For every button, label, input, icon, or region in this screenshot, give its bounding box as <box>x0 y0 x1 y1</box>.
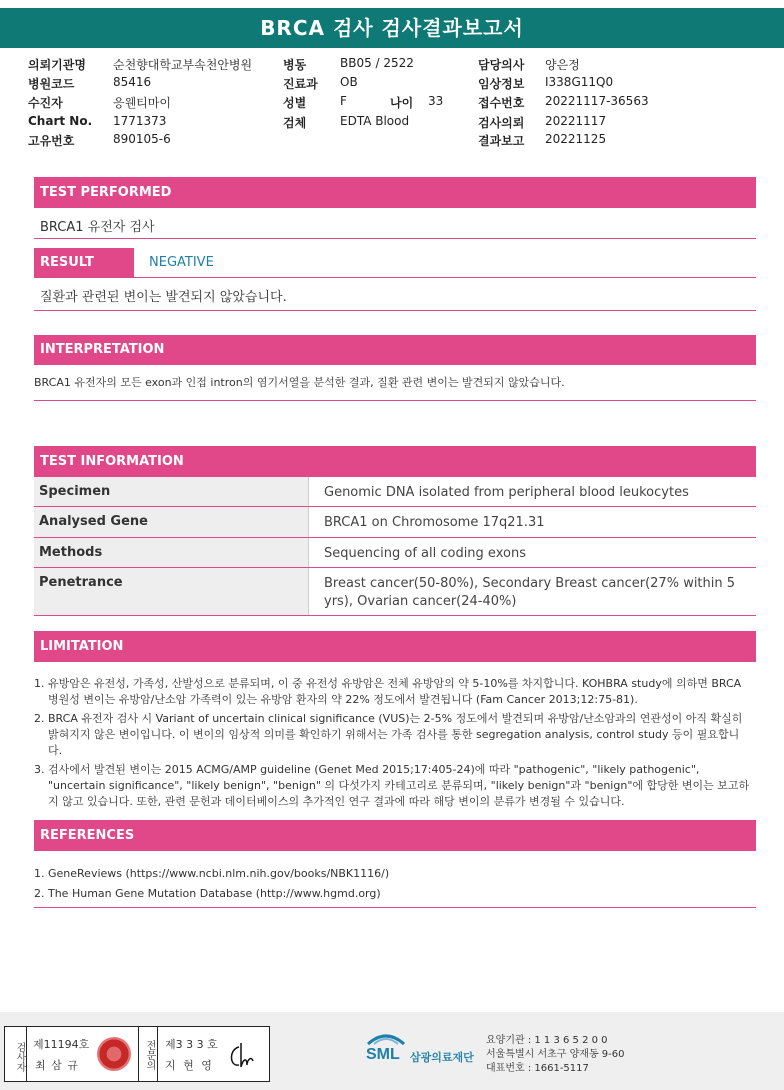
specimen-val: Genomic DNA isolated from peripheral blood leukocytes <box>324 485 689 500</box>
seal-stamp <box>97 1037 131 1071</box>
id-value: 890105-6 <box>113 132 171 146</box>
reviewer-number: 제3 3 3 호 <box>165 1038 218 1051</box>
analysed-gene-key: Analysed Gene <box>34 507 309 537</box>
list-item <box>34 676 752 708</box>
doctor-value: 양은정 <box>545 58 580 72</box>
divider <box>34 907 756 908</box>
penetrance-key: Penetrance <box>34 568 309 615</box>
methods-key: Methods <box>34 538 309 567</box>
dept-label: 진료과 <box>283 77 318 91</box>
institution-value: 순천향대학교부속천안병원 <box>113 58 253 72</box>
inspector-name: 최 삼 규 <box>35 1059 79 1072</box>
age-label: 나이 <box>390 96 414 110</box>
inspector-number: 제11194호 <box>33 1038 90 1051</box>
hospital-code-value: 85416 <box>113 75 152 89</box>
specimen-value: EDTA Blood <box>340 114 410 128</box>
request-value: 20221117 <box>545 114 607 128</box>
divider <box>34 238 756 239</box>
result-note: 질환과 관련된 변이는 발견되지 않았습니다. <box>40 290 287 305</box>
sex-label: 성별 <box>283 96 307 110</box>
list-number: 1. <box>34 677 45 690</box>
list-item: 1. GeneReviews (https://www.ncbi.nlm.nih.gov/books/NBK1116/) <box>34 867 390 880</box>
lab-code: 요양기관 : 1 1 3 6 5 2 0 0 <box>486 1035 608 1046</box>
test-performed-value: BRCA1 유전자 검사 <box>40 220 155 235</box>
report-value: 20221125 <box>545 132 607 146</box>
limitation-heading: LIMITATION <box>34 631 756 662</box>
id-label: 고유번호 <box>28 134 75 148</box>
institution-label: 의뢰기관명 <box>28 58 86 72</box>
analysed-gene-val: BRCA1 on Chromosome 17q21.31 <box>324 515 545 530</box>
signature-box <box>4 1026 270 1082</box>
report-label: 결과보고 <box>478 134 525 148</box>
info-row <box>28 94 768 112</box>
reviewer-label: 전문의 <box>138 1027 158 1081</box>
sml-logo <box>364 1032 474 1072</box>
sex-value: F <box>340 94 347 108</box>
chart-label: Chart No. <box>28 114 93 128</box>
reviewer-name: 지 현 영 <box>165 1059 214 1072</box>
divider <box>34 310 756 311</box>
receipt-value: 20221117-36563 <box>545 94 649 108</box>
references-heading: REFERENCES <box>34 820 756 851</box>
result-label: RESULT <box>34 248 134 278</box>
patient-value: 응웬티마이 <box>113 96 171 110</box>
divider <box>34 400 756 401</box>
signature-icon <box>225 1039 265 1073</box>
org-name: 삼광의료재단 <box>410 1051 474 1064</box>
interpretation-text: BRCA1 유전자의 모든 exon과 인접 intron의 염기서열을 분석한 결과, 질환 관련 변이는 발견되지 않았습니다. <box>34 376 565 389</box>
table-row <box>34 507 756 538</box>
table-row <box>34 477 756 507</box>
chart-value: 1771373 <box>113 114 167 128</box>
test-performed-heading: TEST PERFORMED <box>34 177 756 208</box>
methods-val: Sequencing of all coding exons <box>324 546 526 561</box>
age-value: 33 <box>428 94 444 108</box>
result-value: NEGATIVE <box>149 255 214 270</box>
table-row <box>34 568 756 616</box>
info-row <box>28 56 768 74</box>
hospital-code-label: 병원코드 <box>28 77 75 91</box>
patient-label: 수진자 <box>28 96 63 110</box>
list-item: 2. The Human Gene Mutation Database (http://www.hgmd.org) <box>34 887 381 900</box>
ward-value: BB05 / 2522 <box>340 56 414 70</box>
clinical-value: I338G11Q0 <box>545 75 614 89</box>
report-title: BRCA 검사 검사결과보고서 <box>0 8 784 48</box>
limitation-list <box>34 676 752 813</box>
dept-value: OB <box>340 75 358 89</box>
sml-logo-text: SML <box>366 1046 400 1063</box>
info-row <box>28 75 768 93</box>
inspector-label: 검사자 <box>5 1027 27 1081</box>
list-text: BRCA 유전자 검사 시 Variant of uncertain clinical significance (VUS)는 2-5% 정도에서 발견되며 유방암/난소암과의 연관성이 아직 확실히 밝혀지지 않은 변이입니다. 이 변이의 임상적 의미를 확인하기 위해서는 가족 검사를 통한 segregation analysis, control study 등이 필요합니다. <box>48 712 743 757</box>
penetrance-val: Breast cancer(50-80%), Secondary Breast cancer(27% within 5 yrs), Ovarian cancer(24-40%) <box>324 576 736 609</box>
interpretation-heading: INTERPRETATION <box>34 335 756 365</box>
test-information-heading: TEST INFORMATION <box>34 446 756 477</box>
result-row <box>34 248 756 278</box>
specimen-label: 검체 <box>283 116 307 130</box>
clinical-label: 임상정보 <box>478 77 525 91</box>
request-label: 검사의뢰 <box>478 116 525 130</box>
info-row <box>28 114 768 132</box>
info-row <box>28 132 768 150</box>
list-item <box>34 711 752 759</box>
list-number: 3. <box>34 763 45 776</box>
table-row <box>34 538 756 568</box>
list-item <box>34 762 752 810</box>
doctor-label: 담당의사 <box>478 58 525 72</box>
specimen-key: Specimen <box>34 477 309 506</box>
receipt-label: 접수번호 <box>478 96 525 110</box>
list-number: 2. <box>34 712 45 725</box>
list-text: 검사에서 발견된 변이는 2015 ACMG/AMP guideline (Genet Med 2015;17:405-24)에 따라 "pathogenic", "likely pathogenic", "uncertain significance", "likely benign", "benign" 의 다섯가지 카테고리로 분류되며, "likely benign"과 "benign"에 합당한 변이는 보고하지 않고 있습니다. 또한, 관련 문헌과 데이터베이스의 추가적인 연구 결과에 따라 해당 변이의 분류가 변경될 수 있습니다. <box>48 763 750 808</box>
lab-phone: 대표번호 : 1661-5117 <box>486 1063 589 1074</box>
list-text: 유방암은 유전성, 가족성, 산발성으로 분류되며, 이 중 유전성 유방암은 전체 유방암의 약 5-10%를 차지합니다. KOHBRA study에 의하면 BRCA 병원성 변이는 유방암/난소암 가족력이 있는 유방암 환자의 약 22% 정도에서 발견됩니다 (Fam Cancer 2013;12:75-81). <box>48 677 742 706</box>
lab-info <box>486 1034 625 1076</box>
ward-label: 병동 <box>283 58 307 72</box>
lab-address: 서울특별시 서초구 양재동 9-60 <box>486 1049 625 1060</box>
references-list <box>34 864 752 904</box>
